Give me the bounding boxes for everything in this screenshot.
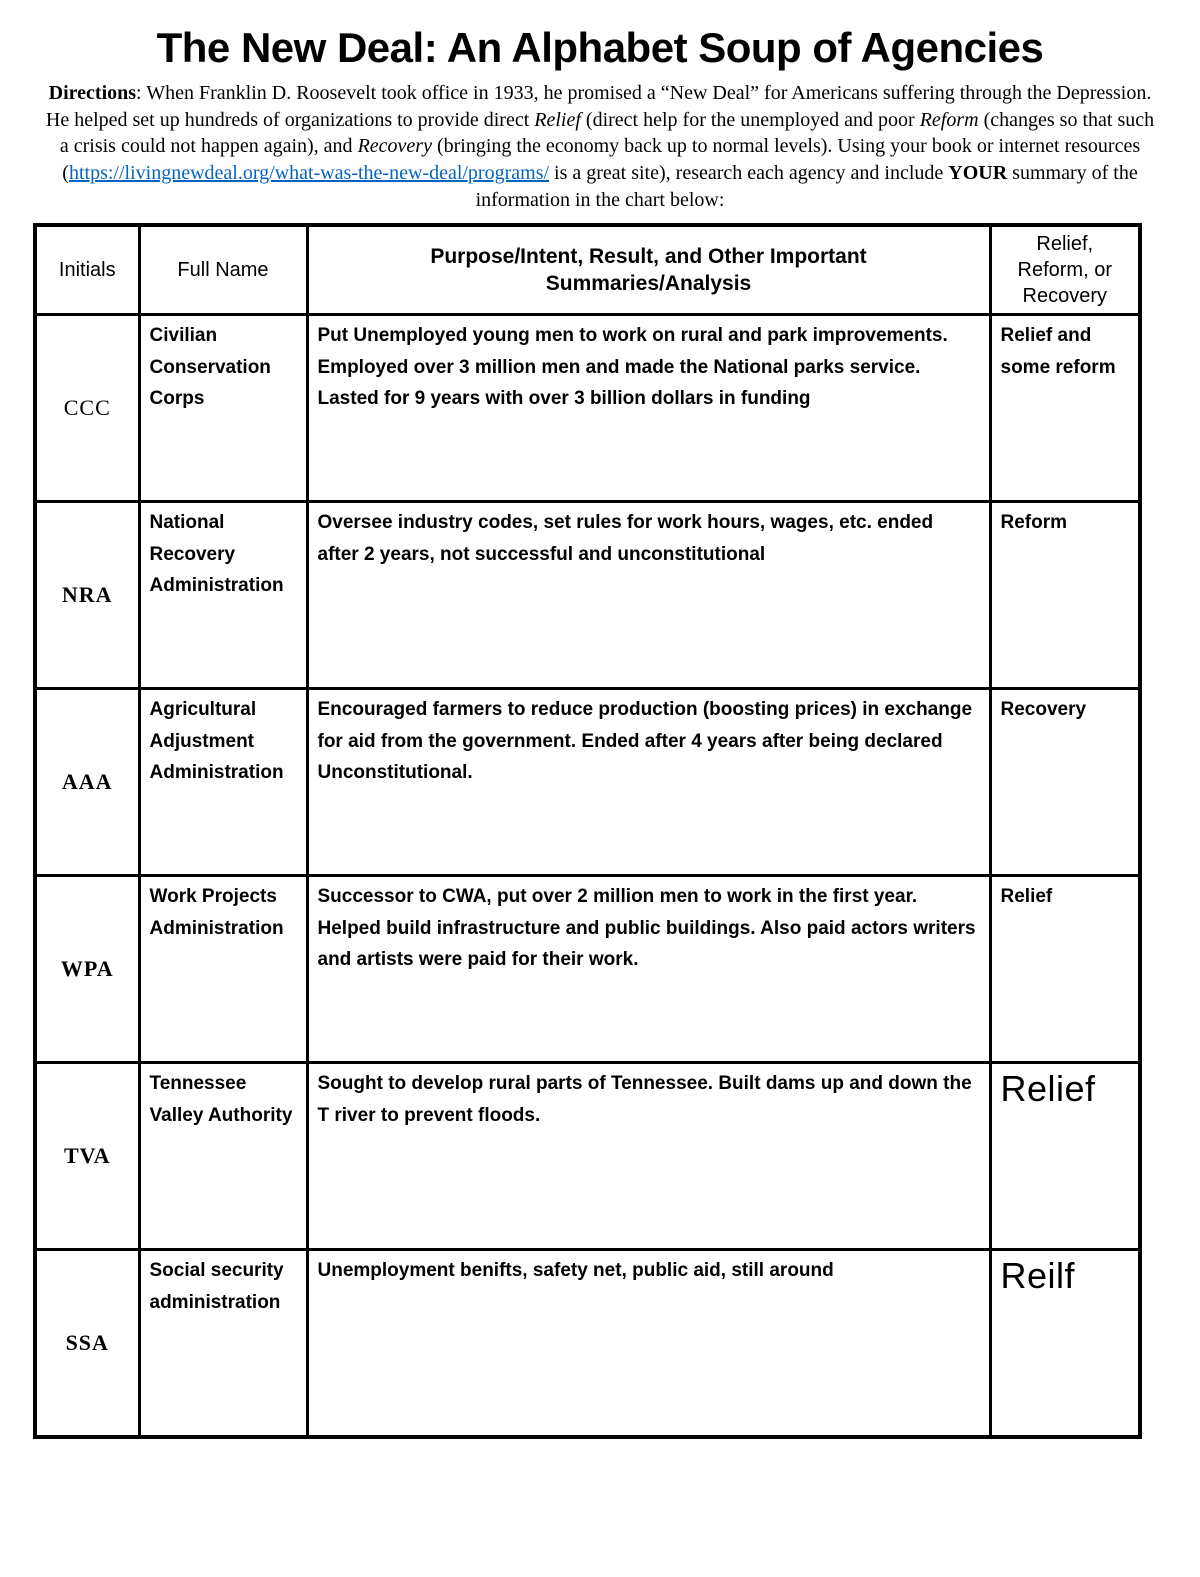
purpose-cell xyxy=(307,689,990,876)
purpose-cell xyxy=(307,876,990,1063)
initials-cell xyxy=(35,689,139,876)
header-purpose xyxy=(307,225,990,315)
recovery-term: Recovery xyxy=(357,135,432,158)
category-text: Recovery xyxy=(1000,699,1087,721)
table-row-ccc xyxy=(35,315,1140,502)
header-purpose-text: Purpose/Intent, Result, and Other Important Summaries/Analysis xyxy=(430,244,867,296)
category-text: Reform xyxy=(1000,512,1068,534)
initials-text: TVA xyxy=(63,1143,111,1169)
initials-cell xyxy=(35,502,139,689)
category-cell xyxy=(990,1063,1140,1250)
category-text: Relief xyxy=(1000,886,1053,908)
purpose-text: Unemployment benifts, safety net, public aid, still around xyxy=(317,1260,834,1282)
purpose-cell xyxy=(307,315,990,502)
initials-cell xyxy=(35,1250,139,1437)
your-emphasis: YOUR xyxy=(948,162,1008,185)
purpose-text: Encouraged farmers to reduce production (boosting prices) in exchange for aid from the government. Ended after 4 years after being declared Unconstitutional. xyxy=(317,699,973,784)
category-text: Relief and some reform xyxy=(1000,325,1116,378)
header-full-name: Full Name xyxy=(139,225,307,315)
directions-text-4: (bringing the economy back up to normal levels). Using your book or internet resources ( xyxy=(62,135,1141,185)
initials-text: WPA xyxy=(60,956,114,982)
purpose-text: Successor to CWA, put over 2 million men to work in the first year. Helped build infrastructure and public buildings. Also paid actors writers and artists were paid for their work. xyxy=(317,886,976,971)
header-row xyxy=(35,225,1140,315)
agencies-table xyxy=(33,223,1142,1439)
purpose-text: Sought to develop rural parts of Tennessee. Built dams up and down the T river to prevent floods. xyxy=(317,1073,972,1126)
directions-paragraph xyxy=(44,80,1156,213)
reform-term: Reform xyxy=(919,108,979,131)
worksheet-page xyxy=(0,24,1200,1577)
directions-label: Directions xyxy=(48,82,137,105)
category-cell xyxy=(990,1250,1140,1437)
initials-text: CCC xyxy=(63,395,111,421)
directions-text-6: summary of the information in the chart below: xyxy=(475,162,1138,211)
full-name-cell: Civilian Conservation Corps xyxy=(139,315,307,502)
table-row-tva xyxy=(35,1063,1140,1250)
table-row-nra xyxy=(35,502,1140,689)
directions-text-3: (changes so that such a crisis could not happen again), and xyxy=(59,108,1155,158)
relief-term: Relief xyxy=(534,108,581,131)
page-title: The New Deal: An Alphabet Soup of Agencies xyxy=(156,24,1044,71)
purpose-cell xyxy=(307,1063,990,1250)
full-name-cell: National Recovery Administration xyxy=(139,502,307,689)
table-row-aaa xyxy=(35,689,1140,876)
purpose-text: Put Unemployed young men to work on rural and park improvements. Employed over 3 million men and made the National parks service. Lasted for 9 years with over 3 billion dollars in funding xyxy=(317,325,948,410)
category-cell xyxy=(990,689,1140,876)
category-text: Reilf xyxy=(1000,1255,1076,1297)
full-name-cell: Agricultural Adjustment Administration xyxy=(139,689,307,876)
category-text: Relief xyxy=(1000,1068,1096,1110)
purpose-cell xyxy=(307,1250,990,1437)
purpose-text: Oversee industry codes, set rules for work hours, wages, etc. ended after 2 years, not successful and unconstitutional xyxy=(317,512,934,565)
initials-text: SSA xyxy=(65,1330,109,1356)
initials-text: AAA xyxy=(61,769,113,795)
livingnewdeal-link[interactable]: https://livingnewdeal.org/what-was-the-new-deal/programs/ xyxy=(68,162,550,185)
full-name-cell: Social security administration xyxy=(139,1250,307,1437)
table-row-ssa xyxy=(35,1250,1140,1437)
table-row-wpa xyxy=(35,876,1140,1063)
initials-cell xyxy=(35,1063,139,1250)
full-name-cell: Tennessee Valley Authority xyxy=(139,1063,307,1250)
directions-text-2: (direct help for the unemployed and poor xyxy=(580,108,920,131)
category-cell xyxy=(990,502,1140,689)
initials-cell xyxy=(35,315,139,502)
initials-cell xyxy=(35,876,139,1063)
header-category: Relief, Reform, or Recovery xyxy=(990,225,1140,315)
header-initials: Initials xyxy=(35,225,139,315)
directions-text-5: is a great site), research each agency and include xyxy=(549,162,949,185)
initials-text: NRA xyxy=(61,582,113,608)
category-cell xyxy=(990,315,1140,502)
category-cell xyxy=(990,876,1140,1063)
directions-text-1: : When Franklin D. Roosevelt took office in 1933, he promised a “New Deal” for Americans suffering through the Depression. He helped set up hundreds of organizations to provide direct xyxy=(45,82,1152,131)
purpose-cell xyxy=(307,502,990,689)
full-name-cell: Work Projects Administration xyxy=(139,876,307,1063)
